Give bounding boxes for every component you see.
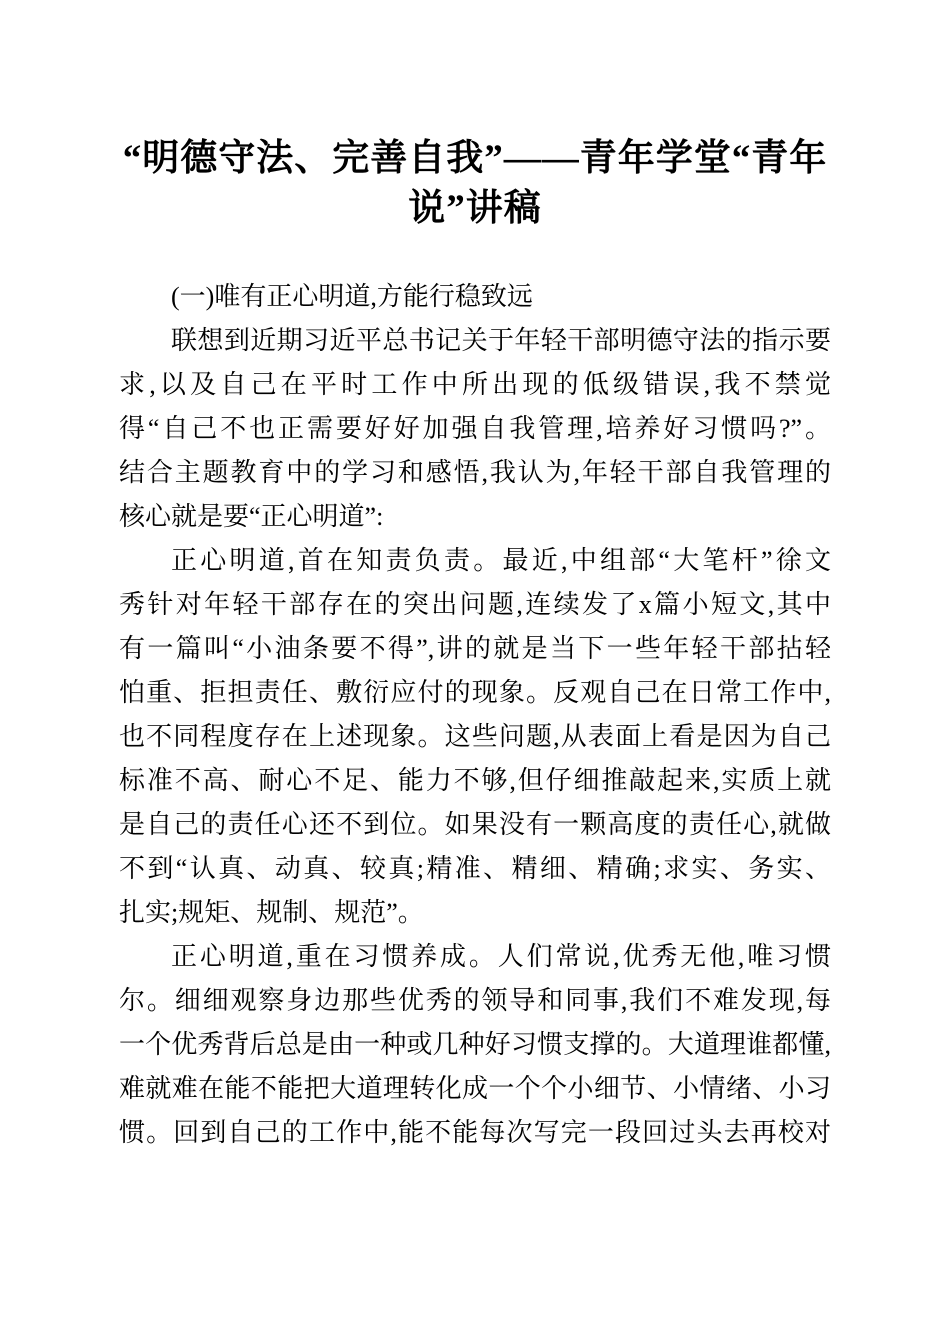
text-line: 扎实;规矩、规制、规范”。 — [119, 898, 424, 927]
text-line: 标准不高、耐心不足、能力不够,但仔细推敲起来,实质上就 — [119, 766, 831, 795]
text-line: 也不同程度存在上述现象。这些问题,从表面上看是因为自己 — [119, 722, 831, 751]
text-line: 秀针对年轻干部存在的突出问题,连续发了x篇小短文,其中 — [119, 590, 831, 619]
text-line: 是自己的责任心还不到位。如果没有一颗高度的责任心,就做 — [119, 810, 831, 839]
text-line: 得“自己不也正需要好好加强自我管理,培养好习惯吗?”。 — [119, 414, 831, 443]
text-line: 结合主题教育中的学习和感悟,我认为,年轻干部自我管理的 — [119, 458, 831, 487]
doc-title: “明德守法、完善自我”——青年学堂“青年说”讲稿 — [122, 138, 828, 229]
paragraphs — [119, 319, 831, 1155]
section-heading: (一)唯有正心明道,方能行稳致远 — [171, 282, 533, 311]
text-line: 一个优秀背后总是由一种或几种好习惯支撑的。大道理谁都懂, — [119, 1030, 831, 1059]
text-line: 惯。回到自己的工作中,能不能每次写完一段回过头去再校对 — [119, 1118, 831, 1147]
text-line: 怕重、拒担责任、敷衍应付的现象。反观自己在日常工作中, — [119, 678, 831, 707]
text-line: 不到“认真、动真、较真;精准、精细、精确;求实、务实、 — [119, 854, 831, 883]
text-line: 尔。细细观察身边那些优秀的领导和同事,我们不难发现,每 — [119, 986, 831, 1015]
text-line: 核心就是要“正心明道”: — [119, 502, 384, 531]
text-line: 正心明道,重在习惯养成。人们常说,优秀无他,唯习惯 — [171, 942, 831, 971]
text-line: 正心明道,首在知责负责。最近,中组部“大笔杆”徐文 — [171, 546, 831, 575]
text-line: 求,以及自己在平时工作中所出现的低级错误,我不禁觉 — [119, 370, 831, 399]
text-line: 有一篇叫“小油条要不得”,讲的就是当下一些年轻干部拈轻 — [119, 634, 831, 663]
doc-body — [119, 275, 831, 1155]
text-line: 联想到近期习近平总书记关于年轻干部明德守法的指示要 — [171, 326, 831, 355]
text-line: 难就难在能不能把大道理转化成一个个小细节、小情绪、小习 — [119, 1074, 831, 1103]
